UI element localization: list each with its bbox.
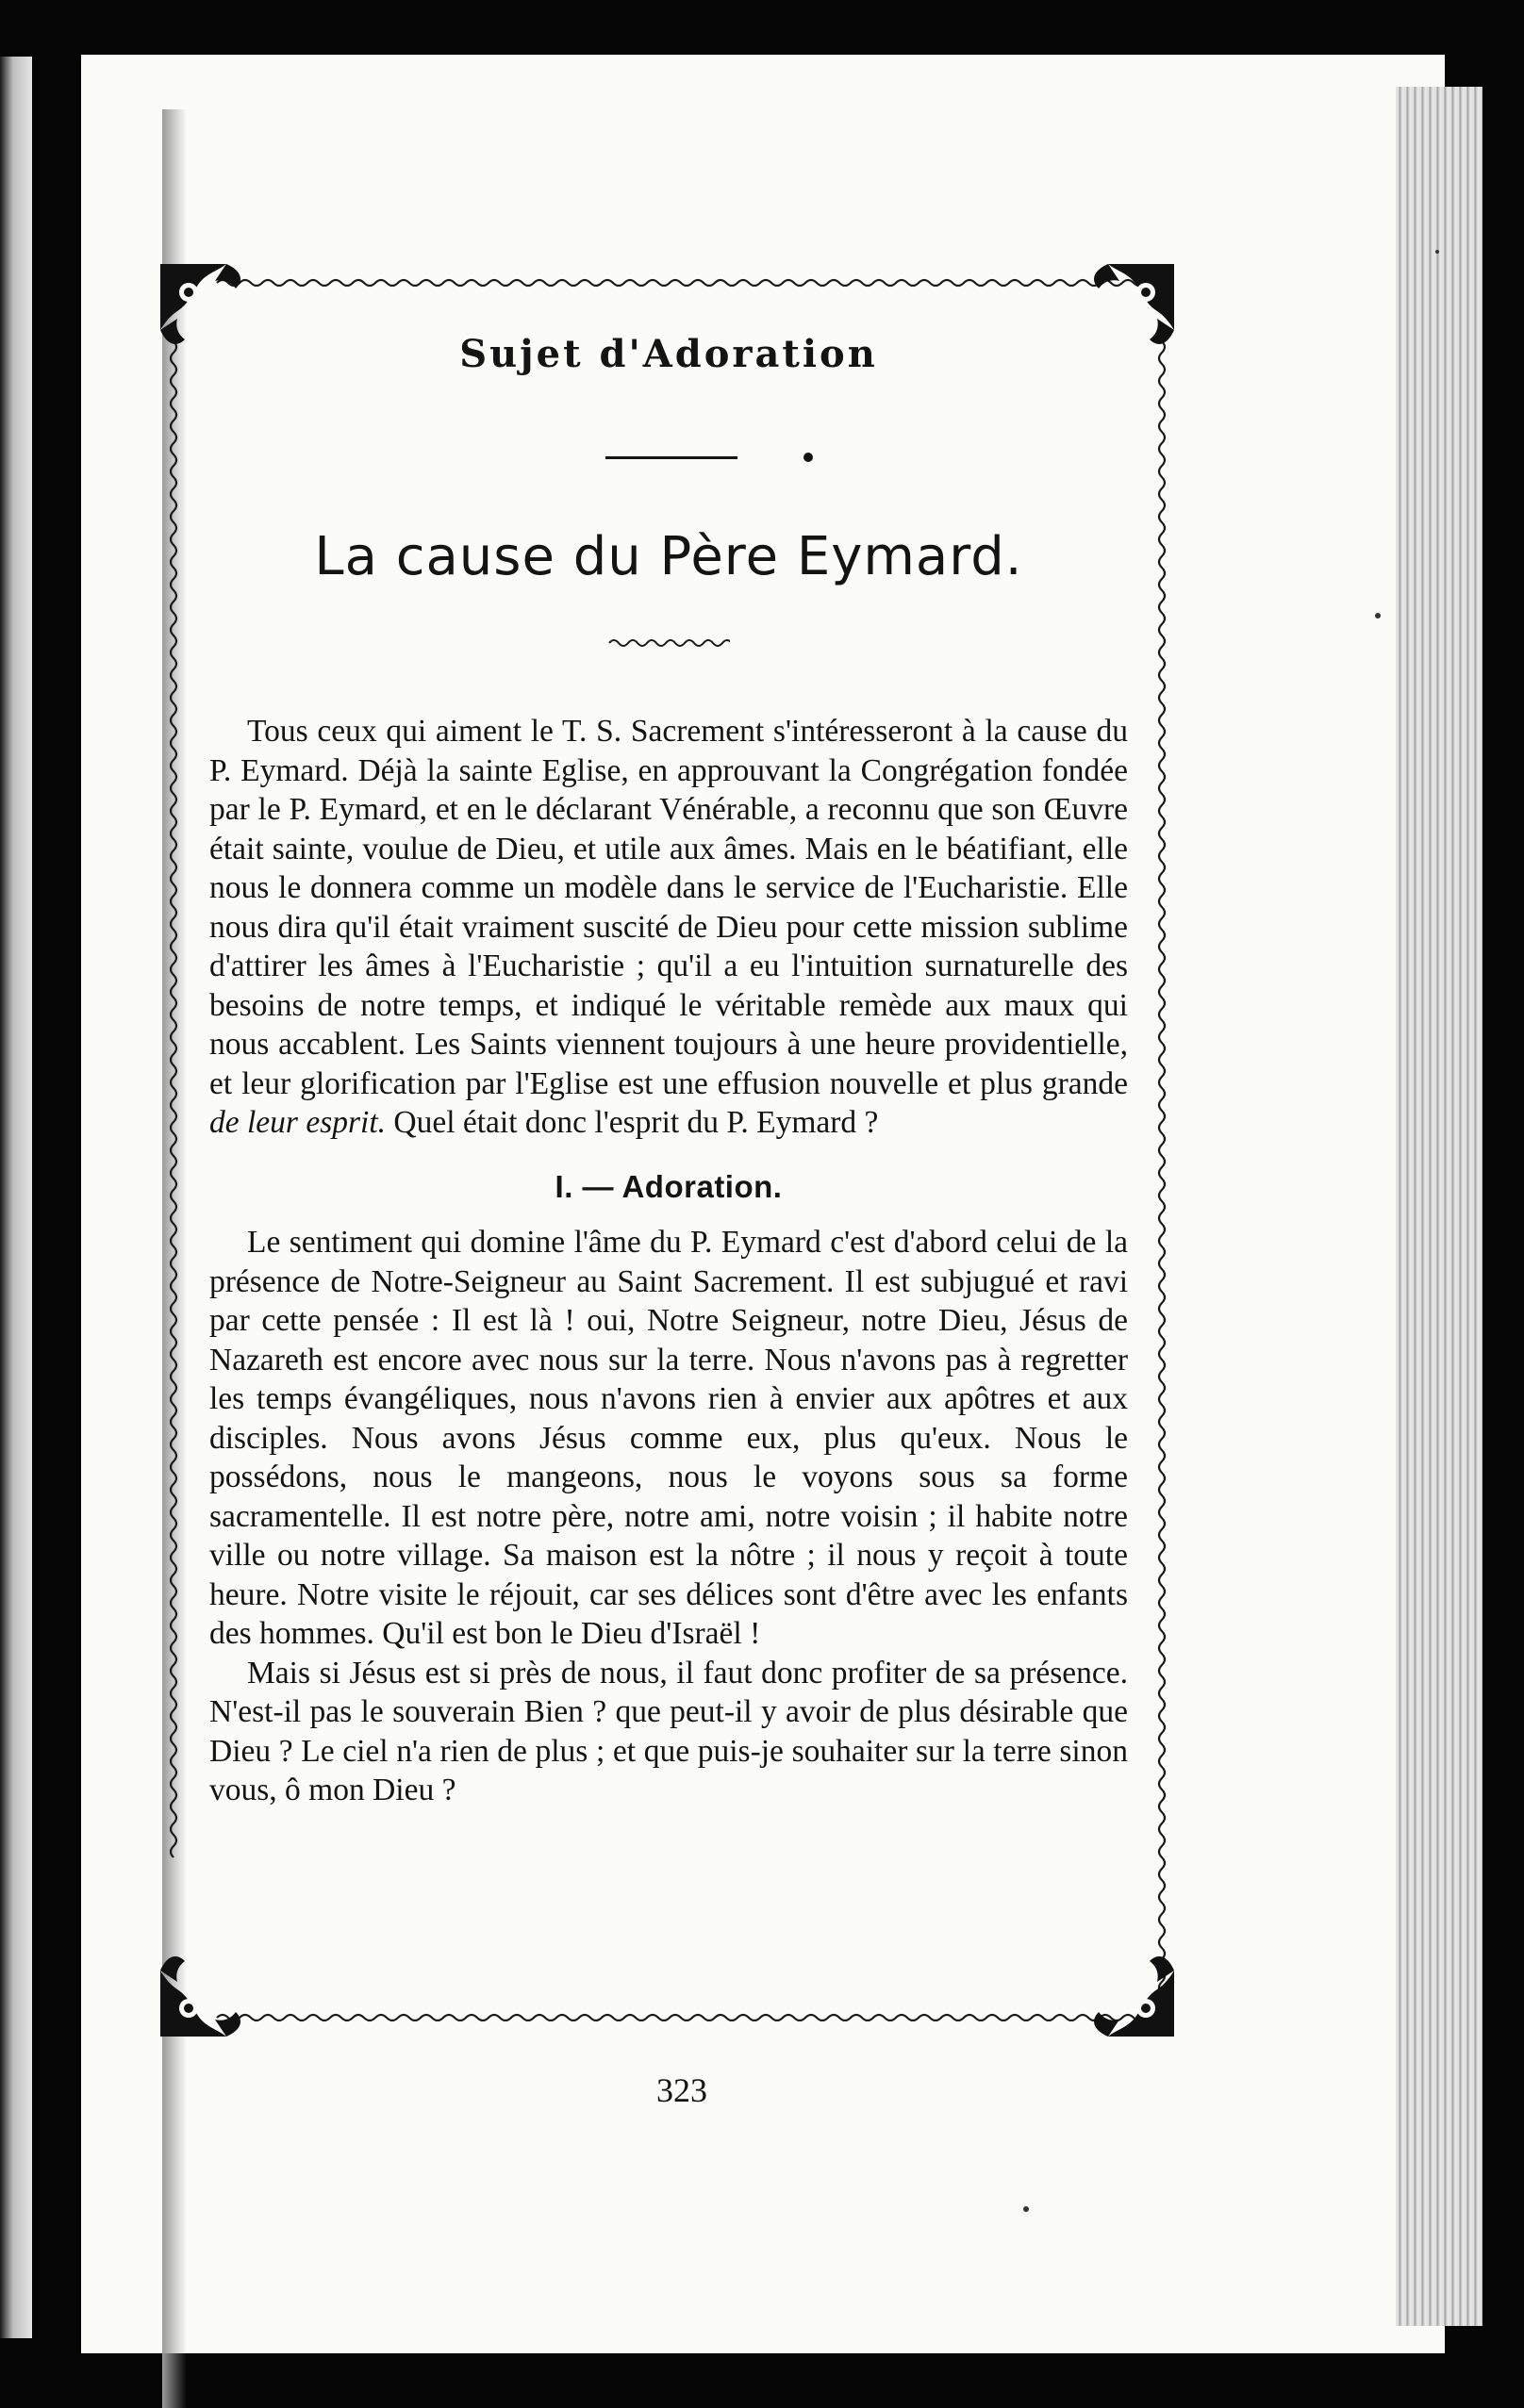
separator-dot <box>803 453 813 462</box>
subsection-title: I. — Adoration. <box>555 1168 783 1204</box>
paper-speck <box>1435 250 1439 254</box>
page-content <box>209 332 1128 1810</box>
squiggle-divider-icon <box>607 636 730 650</box>
section-heading: Sujet d'Adoration <box>459 332 878 376</box>
paragraph-2: Mais si Jésus est si près de nous, il faut donc profiter de sa présence. N'est-il pas le souverain Bien ? que peut-il y avoir de plus désirable que Dieu ? Le ciel n'a rien de plus ; et que puis-je souhaiter sur la terre sinon vous, ô mon Dieu ? <box>209 1655 1128 1807</box>
intro-italic: de leur esprit. <box>209 1105 387 1140</box>
page-stack-edge <box>1396 87 1483 2326</box>
intro-end: Quel était donc l'esprit du P. Eymard ? <box>393 1105 879 1140</box>
intro-paragraph <box>209 712 1128 1143</box>
paper-speck <box>1023 2206 1029 2212</box>
article-title: La cause du Père Eymard. <box>314 526 1023 587</box>
paragraph-1: Le sentiment qui domine l'âme du P. Eymard c'est d'abord celui de la présence de Notre-Seigneur au Saint Sacrement. Il est subjugué et ravi par cette pensée : Il est là ! oui, Notre Seigneur, notre Dieu, Jésus de Nazareth est encore avec nous sur la terre. Nous n'avons pas à regretter les temps évangéliques, nous n'avons rien à envier aux apôtres et aux disciples. Nous avons Jésus comme eux, plus qu'eux. Nous le possédons, nous le mangeons, nous le voyons sous sa forme sacramentelle. Il est notre père, notre ami, notre voisin ; il habite notre ville ou notre village. Sa maison est la nôtre ; il nous y reçoit à toute heure. Notre visite le réjouit, car ses délices sont d'être avec les enfants des hommes. Qu'il est bon le Dieu d'Israël ! <box>209 1225 1128 1651</box>
intro-text: Tous ceux qui aiment le T. S. Sacrement s'intéresseront à la cause du P. Eymard. Déjà la sainte Eglise, en approuvant la Congrégation fondée par le P. Eymard, et en le déclarant Vénérable, a reconnu que son Œuvre était sainte, voulue de Dieu, et utile aux âmes. Mais en le béatifiant, elle nous le donnera comme un modèle dans le service de l'Eucharistie. Elle nous dira qu'il était vraiment suscité de Dieu pour cette mission sublime d'attirer les âmes à l'Eucharistie ; qu'il a eu l'intuition surnaturelle des besoins de notre temps, et indiqué le véritable remède aux maux qui nous accablent. Les Saints viennent toujours à une heure providentielle, et leur glorification par l'Eglise est une effusion nouvelle et plus grande <box>209 714 1128 1101</box>
page-number: 323 <box>656 2071 707 2109</box>
heading-separator <box>209 445 1128 473</box>
paper-speck <box>1375 613 1381 618</box>
article-body <box>209 712 1128 1810</box>
left-page-edge <box>0 57 32 2338</box>
separator-line <box>605 456 737 459</box>
